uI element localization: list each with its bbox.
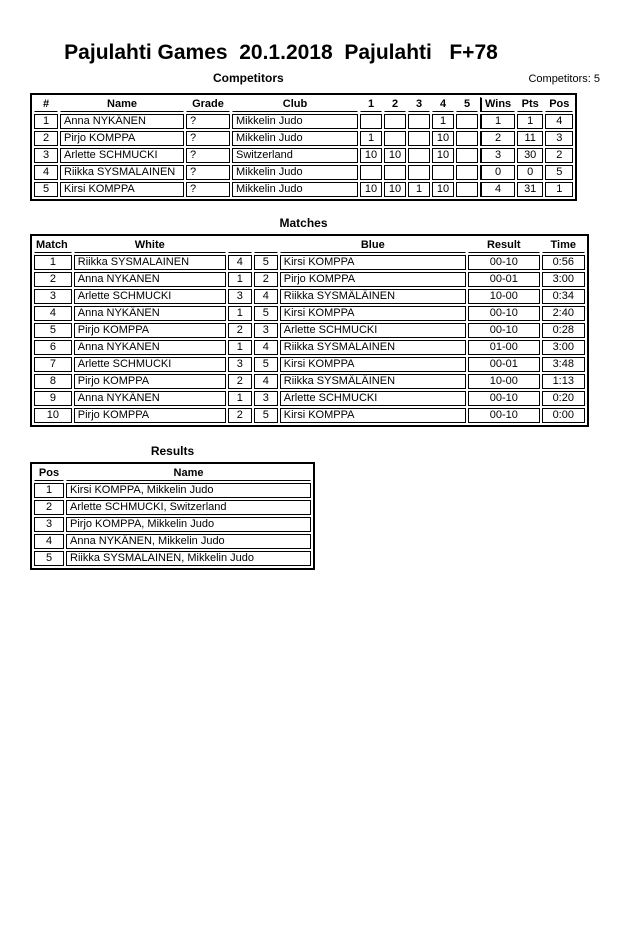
blue-player-cell: Riikka SYSMÄLÄINEN (280, 374, 466, 389)
result-cell: 00-01 (468, 357, 540, 372)
wins-cell: 3 (480, 148, 515, 163)
competitor-club-cell: Mikkelin Judo (232, 182, 358, 197)
white-player-cell: Pirjo KOMPPA (74, 374, 226, 389)
white-player-cell: Anna NYKÄNEN (74, 306, 226, 321)
competitor-name-cell: Pirjo KOMPPA (60, 131, 184, 146)
blue-number-cell: 5 (254, 306, 278, 321)
col-header-club: Club (232, 97, 358, 112)
competitors-table (30, 93, 577, 201)
result-name-cell: Riikka SYSMALAINEN, Mikkelin Judo (66, 551, 311, 566)
white-number-cell: 1 (228, 340, 252, 355)
result-cell: 00-10 (468, 323, 540, 338)
match-row (34, 289, 585, 304)
competitor-club-cell: Mikkelin Judo (232, 165, 358, 180)
blue-player-cell: Pirjo KOMPPA (280, 272, 466, 287)
match-row (34, 323, 585, 338)
competitor-row (34, 148, 573, 163)
blue-number-cell: 3 (254, 391, 278, 406)
round-4-score-cell: 1 (432, 114, 454, 129)
blue-player-cell: Kirsi KOMPPA (280, 408, 466, 423)
competitors-count: Competitors: 5 (528, 73, 600, 85)
white-player-cell: Anna NYKANEN (74, 272, 226, 287)
blue-number-cell: 5 (254, 408, 278, 423)
competitor-name-cell: Riikka SYSMALAINEN (60, 165, 184, 180)
blue-number-cell: 3 (254, 323, 278, 338)
blue-number-cell: 4 (254, 374, 278, 389)
match-number-cell: 7 (34, 357, 72, 372)
match-number-cell: 9 (34, 391, 72, 406)
pos-cell: 2 (545, 148, 573, 163)
round-5-score-cell (456, 131, 478, 146)
blue-number-cell: 2 (254, 272, 278, 287)
result-cell: 00-10 (468, 391, 540, 406)
white-player-cell: Anna NYKANEN (74, 340, 226, 355)
white-player-cell: Arlette SCHMUCKI (74, 357, 226, 372)
wins-cell: 1 (480, 114, 515, 129)
col-header-wins: Wins (480, 97, 515, 112)
white-number-cell: 2 (228, 323, 252, 338)
match-row (34, 391, 585, 406)
round-4-score-cell: 10 (432, 148, 454, 163)
pos-cell: 1 (545, 182, 573, 197)
round-2-score-cell (384, 131, 406, 146)
time-cell: 3:00 (542, 340, 585, 355)
result-cell: 10-00 (468, 289, 540, 304)
col-header-white: White (74, 238, 226, 253)
blue-player-cell: Riikka SYSMALAINEN (280, 340, 466, 355)
blue-player-cell: Riikka SYSMÄLÄINEN (280, 289, 466, 304)
col-header-number: # (34, 97, 58, 112)
round-1-score-cell: 10 (360, 182, 382, 197)
match-number-cell: 5 (34, 323, 72, 338)
match-number-cell: 10 (34, 408, 72, 423)
white-player-cell: Riikka SYSMALAINEN (74, 255, 226, 270)
results-table (30, 462, 315, 570)
pts-cell: 31 (517, 182, 543, 197)
result-name-cell: Anna NYKÄNEN, Mikkelin Judo (66, 534, 311, 549)
page-title: Pajulahti Games 20.1.2018 Pajulahti F+78 (64, 41, 498, 64)
result-row (34, 500, 311, 515)
competitor-number-cell: 2 (34, 131, 58, 146)
round-5-score-cell (456, 148, 478, 163)
round-4-score-cell: 10 (432, 131, 454, 146)
blue-player-cell: Kirsi KOMPPA (280, 357, 466, 372)
competitor-number-cell: 1 (34, 114, 58, 129)
results-header (34, 466, 311, 481)
col-header-grade: Grade (186, 97, 230, 112)
col-header-match: Match (34, 238, 72, 253)
result-cell: 01-00 (468, 340, 540, 355)
match-row (34, 340, 585, 355)
competitor-grade-cell: ? (186, 131, 230, 146)
competitor-row (34, 182, 573, 197)
match-row (34, 374, 585, 389)
wins-cell: 2 (480, 131, 515, 146)
blue-player-cell: Kirsi KOMPPA (280, 255, 466, 270)
competitor-club-cell: Switzerland (232, 148, 358, 163)
result-cell: 00-10 (468, 255, 540, 270)
pos-cell: 3 (545, 131, 573, 146)
competitor-grade-cell: ? (186, 114, 230, 129)
competitor-number-cell: 3 (34, 148, 58, 163)
col-header-blue: Blue (280, 238, 466, 253)
result-cell: 00-10 (468, 306, 540, 321)
match-number-cell: 3 (34, 289, 72, 304)
result-pos-cell: 2 (34, 500, 64, 515)
matches-table (30, 234, 589, 427)
col-header-round-3: 3 (408, 97, 430, 112)
pts-cell: 0 (517, 165, 543, 180)
competitor-grade-cell: ? (186, 148, 230, 163)
white-player-cell: Pirjo KOMPPA (74, 408, 226, 423)
blue-player-cell: Arlette SCHMUCKI (280, 391, 466, 406)
blue-number-cell: 4 (254, 289, 278, 304)
white-number-cell: 3 (228, 289, 252, 304)
round-1-score-cell (360, 114, 382, 129)
pos-cell: 4 (545, 114, 573, 129)
match-number-cell: 2 (34, 272, 72, 287)
round-2-score-cell: 10 (384, 182, 406, 197)
blue-player-cell: Arlette SCHMUCKI (280, 323, 466, 338)
result-pos-cell: 1 (34, 483, 64, 498)
time-cell: 0:00 (542, 408, 585, 423)
col-header-time: Time (542, 238, 585, 253)
matches-header (34, 238, 585, 253)
round-3-score-cell (408, 165, 430, 180)
result-pos-cell: 4 (34, 534, 64, 549)
white-number-cell: 1 (228, 272, 252, 287)
time-cell: 1:13 (542, 374, 585, 389)
col-header-blue-number (254, 238, 278, 253)
blue-number-cell: 5 (254, 357, 278, 372)
white-number-cell: 2 (228, 408, 252, 423)
white-player-cell: Anna NYKÄNEN (74, 391, 226, 406)
match-row (34, 408, 585, 423)
round-4-score-cell (432, 165, 454, 180)
match-row (34, 357, 585, 372)
time-cell: 3:00 (542, 272, 585, 287)
result-cell: 10-00 (468, 374, 540, 389)
round-4-score-cell: 10 (432, 182, 454, 197)
result-name-cell: Arlette SCHMUCKI, Switzerland (66, 500, 311, 515)
result-pos-cell: 5 (34, 551, 64, 566)
result-cell: 00-01 (468, 272, 540, 287)
round-3-score-cell (408, 148, 430, 163)
result-name-cell: Kirsi KOMPPA, Mikkelin Judo (66, 483, 311, 498)
time-cell: 3:48 (542, 357, 585, 372)
match-row (34, 272, 585, 287)
white-number-cell: 1 (228, 391, 252, 406)
blue-number-cell: 4 (254, 340, 278, 355)
competitor-name-cell: Arlette SCHMUCKI (60, 148, 184, 163)
white-number-cell: 2 (228, 374, 252, 389)
col-header-white-number (228, 238, 252, 253)
match-number-cell: 6 (34, 340, 72, 355)
pts-cell: 30 (517, 148, 543, 163)
col-header-result: Result (468, 238, 540, 253)
match-number-cell: 1 (34, 255, 72, 270)
result-cell: 00-10 (468, 408, 540, 423)
col-header-result-pos: Pos (34, 466, 64, 481)
result-row (34, 551, 311, 566)
blue-player-cell: Kirsi KOMPPA (280, 306, 466, 321)
time-cell: 0:20 (542, 391, 585, 406)
white-number-cell: 4 (228, 255, 252, 270)
round-5-score-cell (456, 182, 478, 197)
competitors-header-row (0, 71, 630, 86)
competitor-row (34, 114, 573, 129)
result-row (34, 517, 311, 532)
round-2-score-cell (384, 114, 406, 129)
result-pos-cell: 3 (34, 517, 64, 532)
competitor-number-cell: 4 (34, 165, 58, 180)
competitors-header (34, 97, 573, 112)
competitor-number-cell: 5 (34, 182, 58, 197)
match-number-cell: 4 (34, 306, 72, 321)
col-header-pos: Pos (545, 97, 573, 112)
col-header-round-1: 1 (360, 97, 382, 112)
competitor-row (34, 165, 573, 180)
round-3-score-cell: 1 (408, 182, 430, 197)
pts-cell: 1 (517, 114, 543, 129)
competitor-name-cell: Anna NYKÄNEN (60, 114, 184, 129)
col-header-name: Name (60, 97, 184, 112)
col-header-pts: Pts (517, 97, 543, 112)
section-title-results: Results (150, 444, 195, 458)
competitor-club-cell: Mikkelin Judo (232, 131, 358, 146)
white-number-cell: 1 (228, 306, 252, 321)
round-5-score-cell (456, 114, 478, 129)
competitor-row (34, 131, 573, 146)
blue-number-cell: 5 (254, 255, 278, 270)
round-3-score-cell (408, 114, 430, 129)
round-5-score-cell (456, 165, 478, 180)
result-row (34, 483, 311, 498)
section-title-matches: Matches (279, 216, 328, 230)
white-player-cell: Arlette SCHMUCKI (74, 289, 226, 304)
pts-cell: 11 (517, 131, 543, 146)
competitor-club-cell: Mikkelin Judo (232, 114, 358, 129)
round-1-score-cell (360, 165, 382, 180)
match-row (34, 306, 585, 321)
time-cell: 2:40 (542, 306, 585, 321)
white-player-cell: Pirjo KOMPPA (74, 323, 226, 338)
result-row (34, 534, 311, 549)
round-3-score-cell (408, 131, 430, 146)
round-1-score-cell: 10 (360, 148, 382, 163)
time-cell: 0:28 (542, 323, 585, 338)
round-1-score-cell: 1 (360, 131, 382, 146)
round-2-score-cell (384, 165, 406, 180)
pos-cell: 5 (545, 165, 573, 180)
competitor-grade-cell: ? (186, 182, 230, 197)
col-header-round-2: 2 (384, 97, 406, 112)
competitor-grade-cell: ? (186, 165, 230, 180)
col-header-round-5: 5 (456, 97, 478, 112)
time-cell: 0:34 (542, 289, 585, 304)
result-name-cell: Pirjo KOMPPA, Mikkelin Judo (66, 517, 311, 532)
match-row (34, 255, 585, 270)
match-number-cell: 8 (34, 374, 72, 389)
wins-cell: 0 (480, 165, 515, 180)
wins-cell: 4 (480, 182, 515, 197)
col-header-result-name: Name (66, 466, 311, 481)
col-header-round-4: 4 (432, 97, 454, 112)
round-2-score-cell: 10 (384, 148, 406, 163)
white-number-cell: 3 (228, 357, 252, 372)
time-cell: 0:56 (542, 255, 585, 270)
competitor-name-cell: Kirsi KOMPPA (60, 182, 184, 197)
section-title-competitors: Competitors (213, 71, 284, 85)
